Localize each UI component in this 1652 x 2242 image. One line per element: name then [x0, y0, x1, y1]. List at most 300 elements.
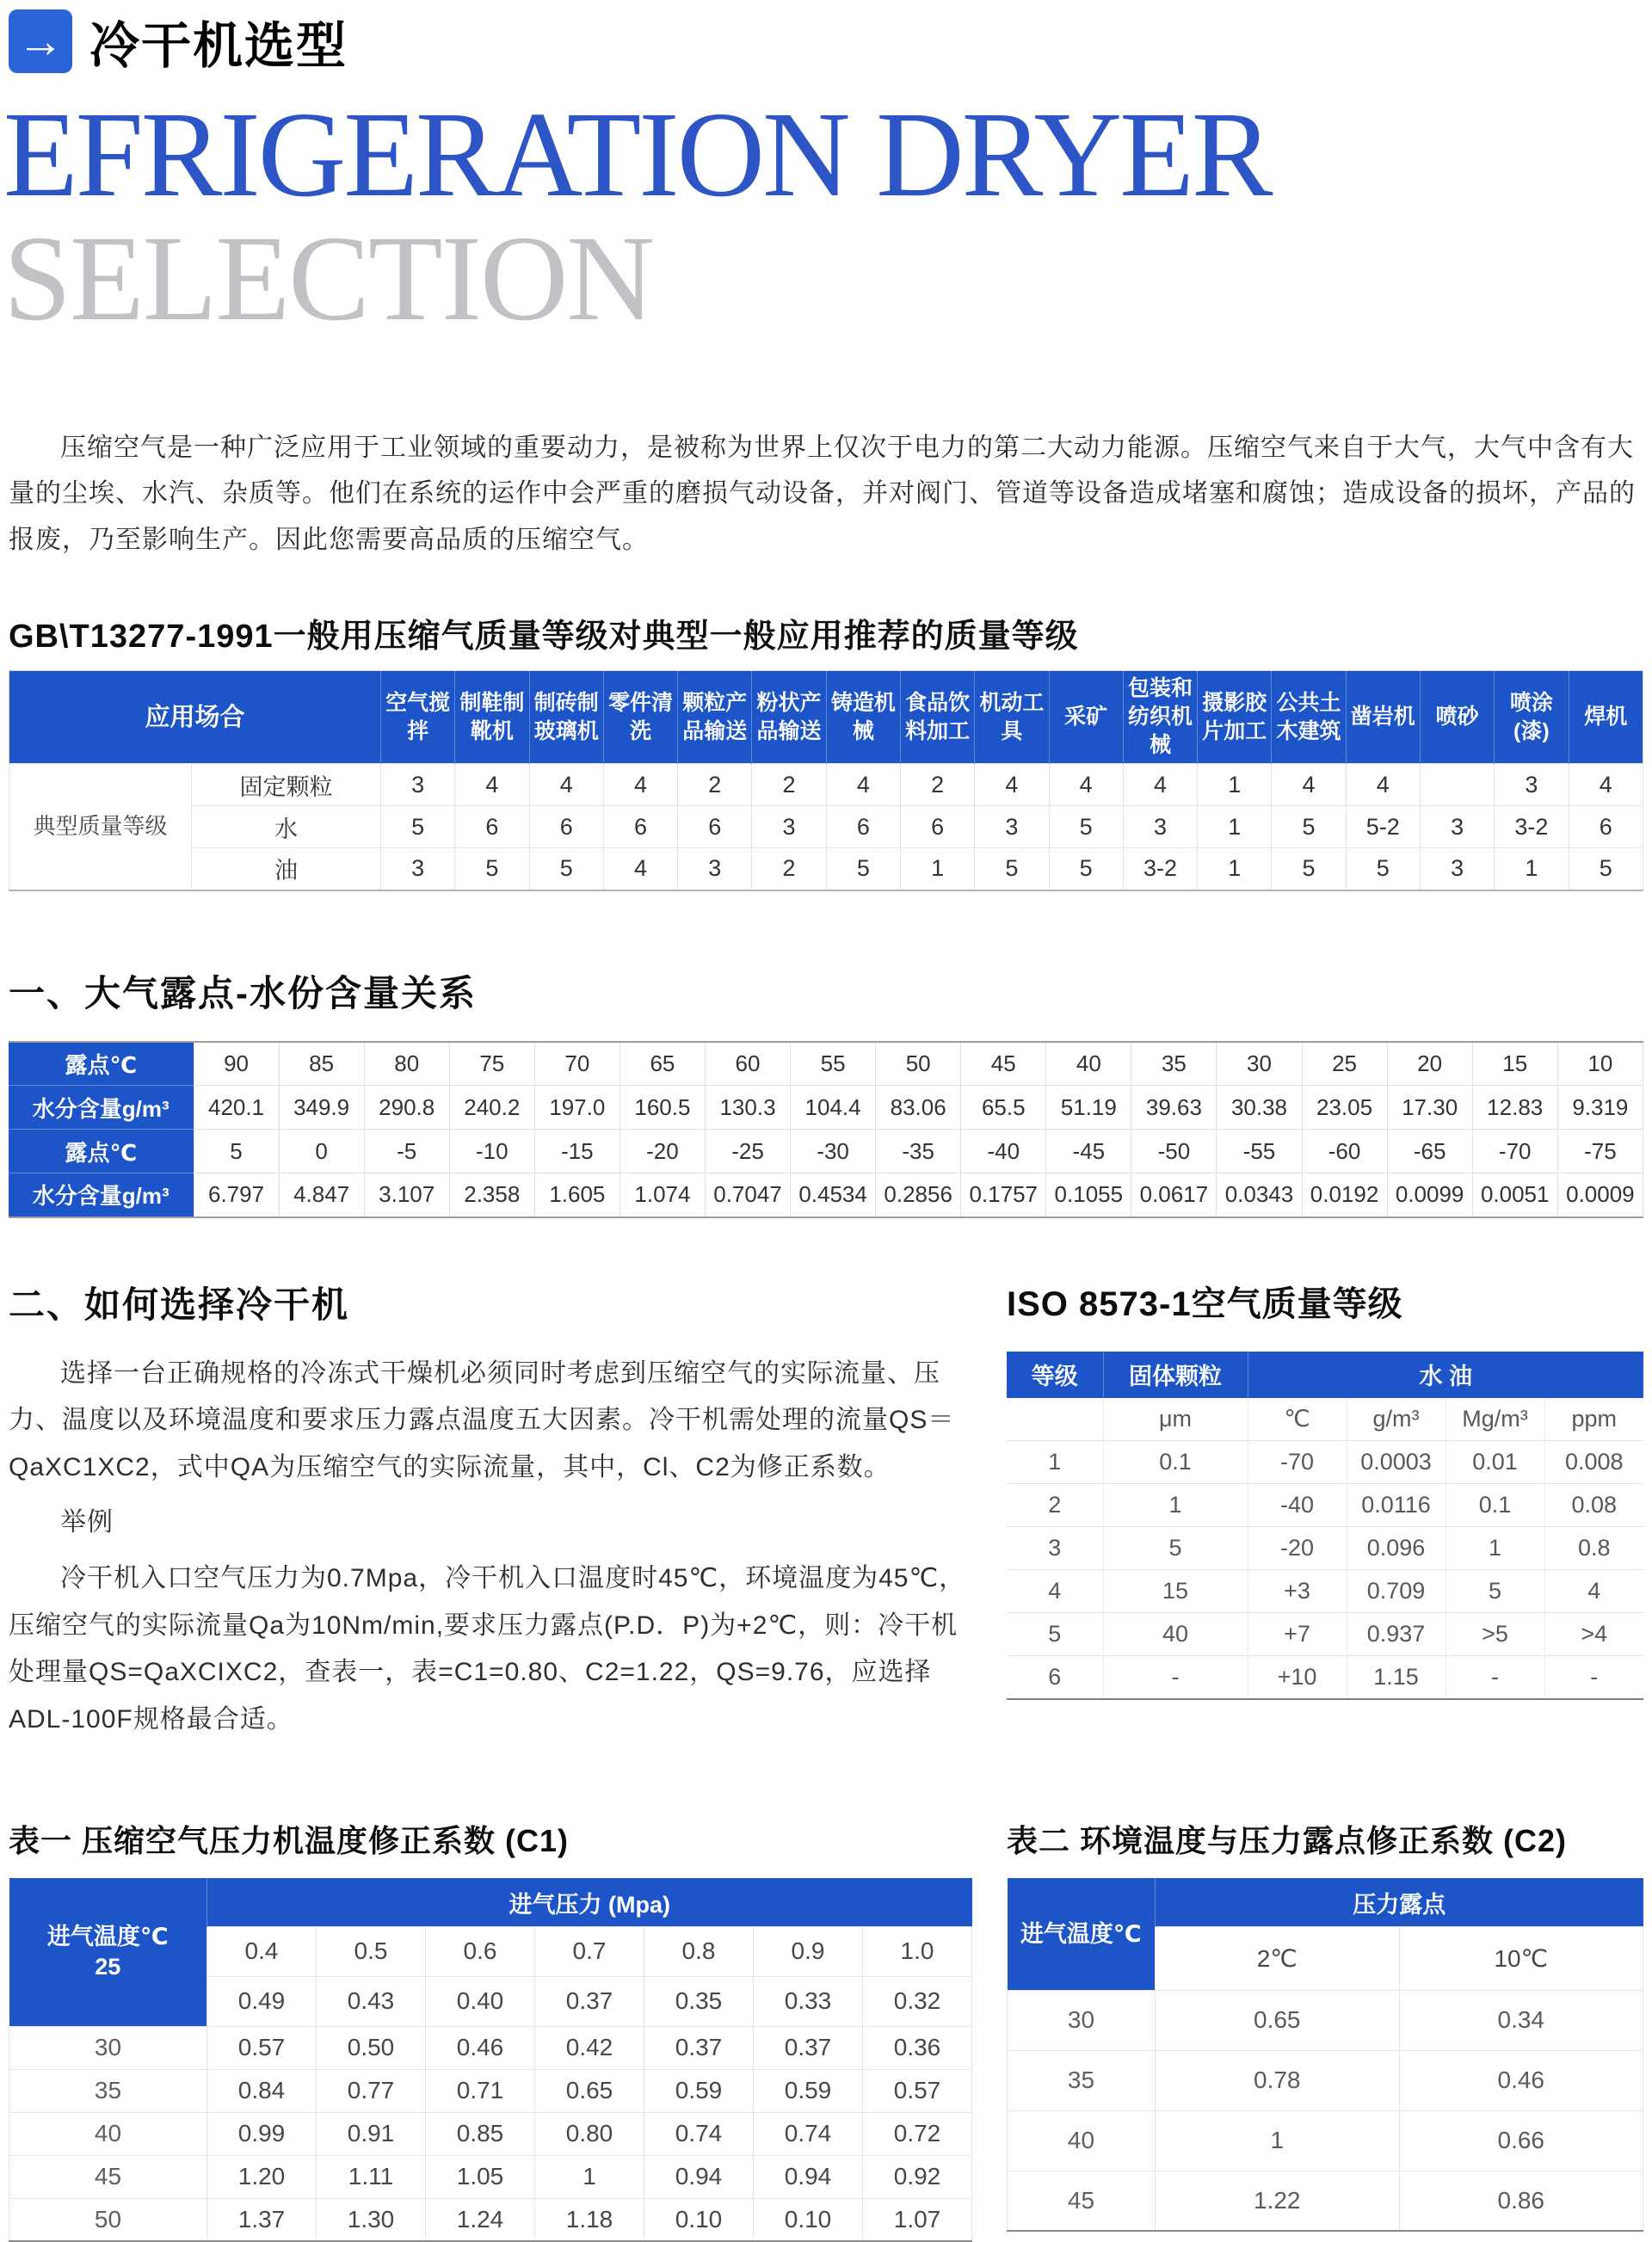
- column-header: 焊机: [1569, 671, 1643, 764]
- column-header: 制鞋制靴机: [455, 671, 529, 764]
- c1-data-row: [9, 2112, 972, 2155]
- table-cell: 0.1: [1103, 1441, 1248, 1484]
- pressure-header: 0.8: [644, 1926, 754, 1976]
- table-cell: 1.074: [620, 1173, 705, 1217]
- table-cell: 5: [1446, 1570, 1544, 1613]
- table-cell: 1: [1446, 1527, 1544, 1570]
- row-label: 水分含量g/m³: [9, 1086, 194, 1130]
- table-cell: 45: [961, 1042, 1046, 1086]
- column-header: 食品饮料加工: [900, 671, 974, 764]
- section2-paragraph: 选择一台正确规格的冷冻式干燥机必须同时考虑到压缩空气的实际流量、压力、温度以及环境温度和要求压力露点温度五大因素。冷干机需处理的流量QS＝QaXC1XC2，式中QA为压缩空气的实际流量，其中，Cl、C2为修正系数。: [9, 1358, 955, 1481]
- table-cell: 2.358: [449, 1173, 534, 1217]
- table-cell: 2: [678, 764, 752, 806]
- table-cell: 80: [364, 1042, 449, 1086]
- table-cell: [1420, 764, 1494, 806]
- table-cell: 5: [381, 806, 455, 848]
- table-cell: 0.66: [1399, 2110, 1643, 2171]
- table-cell: 9.319: [1557, 1086, 1643, 1130]
- c1-data-row: [9, 2198, 972, 2241]
- unit-header: ppm: [1544, 1398, 1643, 1441]
- table-cell: -60: [1302, 1130, 1387, 1173]
- table-cell: 6: [826, 806, 900, 848]
- c2-data-row: [1008, 2110, 1643, 2171]
- iso-data-row: [1007, 1527, 1643, 1570]
- table1-corner-label: 进气温度℃: [46, 1924, 169, 1950]
- table-cell: 0.42: [535, 2026, 644, 2069]
- column-header: 包装和纺织机械: [1123, 671, 1197, 764]
- table-cell: 3: [752, 806, 826, 848]
- iso-header-row: [1007, 1352, 1643, 1398]
- table-cell: 5: [826, 848, 900, 890]
- table-cell: 349.9: [279, 1086, 364, 1130]
- row-label: 固定颗粒: [192, 764, 381, 806]
- table-cell: 1.15: [1347, 1656, 1446, 1699]
- table-cell: 4: [603, 764, 677, 806]
- table-cell: -50: [1131, 1130, 1217, 1173]
- table-cell: 0.86: [1399, 2171, 1643, 2231]
- table-cell: 55: [791, 1042, 876, 1086]
- table-cell: -20: [620, 1130, 705, 1173]
- iso-units-row: [1007, 1398, 1643, 1441]
- row-label: 5: [1007, 1613, 1103, 1656]
- table-cell: 70: [534, 1042, 620, 1086]
- c1-data-row: [9, 2026, 972, 2069]
- table-cell: 1: [1198, 764, 1272, 806]
- table-cell: 0.91: [317, 2112, 426, 2155]
- table-cell: 0.10: [754, 2198, 863, 2241]
- table-cell: 4: [603, 848, 677, 890]
- table-cell: 0.2856: [876, 1173, 961, 1217]
- intro-paragraph: 压缩空气是一种广泛应用于工业领域的重要动力，是被称为世界上仅次于电力的第二大动力能源。压缩空气来自于大气，大气中含有大量的尘埃、水汽、杂质等。他们在系统的运作中会严重的磨损气动设备，并对阀门、管道等设备造成堵塞和腐蚀；造成设备的损坏，产品的报废，乃至影响生产。因此您需要高品质的压缩空气。: [9, 434, 1636, 554]
- table-cell: 3: [381, 848, 455, 890]
- table-cell: 5: [1049, 848, 1123, 890]
- table-cell: 0.71: [426, 2069, 535, 2112]
- table-cell: 0.709: [1347, 1570, 1446, 1613]
- row-label: 水: [192, 806, 381, 848]
- table-cell: -20: [1248, 1527, 1347, 1570]
- table-cell: 5-2: [1346, 806, 1420, 848]
- table-cell: 30.38: [1217, 1086, 1302, 1130]
- table-cell: 0.59: [644, 2069, 754, 2112]
- table-cell: 0.40: [426, 1976, 535, 2026]
- column-header: 喷涂(漆): [1495, 671, 1569, 764]
- table-cell: 0.32: [863, 1976, 972, 2026]
- table-cell: 30: [1217, 1042, 1302, 1086]
- table-cell: 0.01: [1446, 1441, 1544, 1484]
- table-cell: 4: [1544, 1570, 1643, 1613]
- column-header: 喷砂: [1420, 671, 1494, 764]
- pressure-header: 1.0: [863, 1926, 972, 1976]
- table-cell: 4: [1272, 764, 1346, 806]
- table-cell: >4: [1544, 1613, 1643, 1656]
- table-cell: 0.34: [1399, 1990, 1643, 2050]
- table-cell: 51.19: [1046, 1086, 1131, 1130]
- table2-corner-label: 进气温度℃: [1008, 1878, 1156, 1990]
- unit-header: ℃: [1248, 1398, 1347, 1441]
- table-cell: 0.937: [1347, 1613, 1446, 1656]
- table-cell: 0.72: [863, 2112, 972, 2155]
- table-cell: 15: [1103, 1570, 1248, 1613]
- table-cell: 0.0343: [1217, 1173, 1302, 1217]
- table-cell: 6: [678, 806, 752, 848]
- table-cell: 6: [529, 806, 603, 848]
- table-cell: 3.107: [364, 1173, 449, 1217]
- table-cell: 5: [1272, 848, 1346, 890]
- section2-example-paragraph: 冷干机入口空气压力为0.7Mpa，冷干机入口温度时45℃，环境温度为45℃，压缩空气的实际流量Qa为10Nm/min,要求压力露点(P.D．P)为+2℃，则：冷干机处理量QS=QaXCIXC2，查表一，表=C1=0.80、C2=1.22，QS=9.76，应选择ADL-100F规格最合适。: [9, 1564, 966, 1734]
- table-cell: 197.0: [534, 1086, 620, 1130]
- section2-column: [9, 1277, 972, 1744]
- table-cell: 0.80: [535, 2112, 644, 2155]
- table-cell: 0.65: [535, 2069, 644, 2112]
- table-cell: -35: [876, 1130, 961, 1173]
- table-cell: -: [1544, 1656, 1643, 1699]
- table-cell: 6: [900, 806, 974, 848]
- table-cell: 1.18: [535, 2198, 644, 2241]
- table-cell: 1: [535, 2155, 644, 2198]
- table-cell: 0.4534: [791, 1173, 876, 1217]
- column-header: 空气搅拌: [381, 671, 455, 764]
- section2-heading: 二、如何选择冷干机: [9, 1284, 350, 1325]
- table-cell: 1.30: [317, 2198, 426, 2241]
- table-cell: -25: [705, 1130, 790, 1173]
- row-group-label: 典型质量等级: [9, 764, 192, 890]
- c1-correction-table: [9, 1878, 972, 2242]
- table-cell: 6: [1569, 806, 1643, 848]
- c2-data-row: [1008, 2050, 1643, 2110]
- table-cell: 1: [1156, 2110, 1400, 2171]
- gb-data-row: [9, 806, 1643, 848]
- iso-column: [1007, 1277, 1643, 1700]
- row-label: 露点℃: [9, 1042, 194, 1086]
- table-cell: -30: [791, 1130, 876, 1173]
- gb-data-row: [9, 764, 1643, 806]
- column-header: 凿岩机: [1346, 671, 1420, 764]
- row-label: 4: [1007, 1570, 1103, 1613]
- table-cell: 40: [1046, 1042, 1131, 1086]
- table-cell: 4: [1346, 764, 1420, 806]
- table-cell: 0.78: [1156, 2050, 1400, 2110]
- dewpoint-header: 2℃: [1156, 1926, 1400, 1990]
- table2-heading: 表二 环境温度与压力露点修正系数 (C2): [1007, 1823, 1568, 1859]
- row-label: 露点℃: [9, 1130, 194, 1173]
- pressure-header: 0.6: [426, 1926, 535, 1976]
- dew-row: [9, 1086, 1643, 1130]
- table2-column: [1007, 1817, 1643, 2232]
- table1-band-label: 进气压力 (Mpa): [207, 1878, 972, 1926]
- table2-band-row: [1008, 1878, 1643, 1926]
- row-label: 水分含量g/m³: [9, 1173, 194, 1217]
- table-cell: 0.37: [535, 1976, 644, 2026]
- table-cell: -55: [1217, 1130, 1302, 1173]
- table-cell: 6: [603, 806, 677, 848]
- row-label: 40: [1008, 2110, 1156, 2171]
- table-cell: 0.7047: [705, 1173, 790, 1217]
- table-cell: 4: [1049, 764, 1123, 806]
- table-cell: 3: [1420, 848, 1494, 890]
- iso-table-heading: ISO 8573-1空气质量等级: [1007, 1284, 1403, 1323]
- table-cell: 5: [194, 1130, 279, 1173]
- row-label: 油: [192, 848, 381, 890]
- table-cell: 5: [1049, 806, 1123, 848]
- table-cell: 0.57: [863, 2069, 972, 2112]
- table-cell: 290.8: [364, 1086, 449, 1130]
- column-header: 颗粒产品输送: [678, 671, 752, 764]
- column-header: 粉状产品输送: [752, 671, 826, 764]
- table-cell: 3-2: [1123, 848, 1197, 890]
- table-cell: 0.35: [644, 1976, 754, 2026]
- table-cell: 50: [876, 1042, 961, 1086]
- table-cell: 160.5: [620, 1086, 705, 1130]
- table1-heading: 表一 压缩空气压力机温度修正系数 (C1): [9, 1823, 570, 1859]
- table-cell: 0.57: [207, 2026, 317, 2069]
- iso-col-water-oil: 水 油: [1248, 1352, 1643, 1398]
- page-title-cn: 冷干机选型: [89, 18, 348, 74]
- page-title-en: EFRIGERATION DRYER: [3, 86, 1271, 222]
- table-cell: 1: [1103, 1484, 1248, 1527]
- table-cell: -75: [1557, 1130, 1643, 1173]
- pressure-header: 0.4: [207, 1926, 317, 1976]
- table-cell: 0.33: [754, 1976, 863, 2026]
- table-cell: -40: [961, 1130, 1046, 1173]
- table-cell: 15: [1472, 1042, 1557, 1086]
- table-cell: +10: [1248, 1656, 1347, 1699]
- column-header: 制砖制玻璃机: [529, 671, 603, 764]
- table-cell: 0.77: [317, 2069, 426, 2112]
- gb-header-row: [9, 671, 1643, 764]
- table-cell: -65: [1387, 1130, 1472, 1173]
- table-cell: 23.05: [1302, 1086, 1387, 1130]
- gb-data-row: [9, 848, 1643, 890]
- table-cell: 0.59: [754, 2069, 863, 2112]
- table-cell: 5: [975, 848, 1049, 890]
- c1-data-row: [9, 2069, 972, 2112]
- row-label: 30: [1008, 1990, 1156, 2050]
- table-cell: 40: [1103, 1613, 1248, 1656]
- table-cell: 0.1757: [961, 1173, 1046, 1217]
- table-cell: 1.05: [426, 2155, 535, 2198]
- table-cell: 3: [1123, 806, 1197, 848]
- table-cell: 10: [1557, 1042, 1643, 1086]
- table-cell: 25: [1302, 1042, 1387, 1086]
- table-cell: 0.0003: [1347, 1441, 1446, 1484]
- table-cell: 0.50: [317, 2026, 426, 2069]
- table-cell: 0.85: [426, 2112, 535, 2155]
- table-cell: 0.10: [644, 2198, 754, 2241]
- table-cell: 1: [1495, 848, 1569, 890]
- table-cell: 0.0099: [1387, 1173, 1472, 1217]
- table-cell: 12.83: [1472, 1086, 1557, 1130]
- column-header: 公共土木建筑: [1272, 671, 1346, 764]
- table-cell: 1: [1198, 848, 1272, 890]
- table-cell: 39.63: [1131, 1086, 1217, 1130]
- brand-header: [9, 0, 1643, 76]
- row-label: 40: [9, 2112, 207, 2155]
- table-cell: 2: [752, 764, 826, 806]
- table-cell: 4: [455, 764, 529, 806]
- table-cell: 0: [279, 1130, 364, 1173]
- unit-header: g/m³: [1347, 1398, 1446, 1441]
- dewpoint-table: [9, 1041, 1643, 1218]
- table-cell: 5: [1103, 1527, 1248, 1570]
- table-cell: 1: [1198, 806, 1272, 848]
- table-cell: 20: [1387, 1042, 1472, 1086]
- table-cell: 0.94: [754, 2155, 863, 2198]
- table-cell: 75: [449, 1042, 534, 1086]
- table-cell: 0.94: [644, 2155, 754, 2198]
- dewpoint-header: 10℃: [1399, 1926, 1643, 1990]
- table-cell: 0.1: [1446, 1484, 1544, 1527]
- table-cell: 0.1055: [1046, 1173, 1131, 1217]
- column-header: 摄影胶片加工: [1198, 671, 1272, 764]
- column-header: 零件清洗: [603, 671, 677, 764]
- row-label: 50: [9, 2198, 207, 2241]
- table-cell: 0.92: [863, 2155, 972, 2198]
- row-label: 45: [1008, 2171, 1156, 2231]
- table-cell: 0.0009: [1557, 1173, 1643, 1217]
- page-title-en-line2: SELECTION: [3, 210, 654, 346]
- table-cell: 5: [1569, 848, 1643, 890]
- pressure-header: 0.5: [317, 1926, 426, 1976]
- iso-col-solid: 固体颗粒: [1103, 1352, 1248, 1398]
- table-cell: -40: [1248, 1484, 1347, 1527]
- table-cell: 104.4: [791, 1086, 876, 1130]
- table2-band-label: 压力露点: [1156, 1878, 1643, 1926]
- table-cell: 0.36: [863, 2026, 972, 2069]
- table1-band-row: [9, 1878, 972, 1926]
- table-cell: 0.37: [754, 2026, 863, 2069]
- table1-column: [9, 1817, 972, 2242]
- table-cell: 0.8: [1544, 1527, 1643, 1570]
- table-cell: 65: [620, 1042, 705, 1086]
- row-label: 6: [1007, 1656, 1103, 1699]
- table1-corner-value: 25: [95, 1954, 121, 1980]
- iso-col-grade: 等级: [1007, 1352, 1103, 1398]
- table-cell: 0.49: [207, 1976, 317, 2026]
- iso-data-row: [1007, 1570, 1643, 1613]
- table-cell: 0.008: [1544, 1441, 1643, 1484]
- dew-row: [9, 1130, 1643, 1173]
- table-cell: 0.74: [754, 2112, 863, 2155]
- table-cell: -10: [449, 1130, 534, 1173]
- table-cell: +3: [1248, 1570, 1347, 1613]
- table-cell: 4: [529, 764, 603, 806]
- table-cell: 0.74: [644, 2112, 754, 2155]
- row-label: 45: [9, 2155, 207, 2198]
- table-cell: 0.0116: [1347, 1484, 1446, 1527]
- table-cell: 1.07: [863, 2198, 972, 2241]
- table-cell: 3: [1420, 806, 1494, 848]
- table-cell: 2: [752, 848, 826, 890]
- iso-data-row: [1007, 1441, 1643, 1484]
- table-cell: 240.2: [449, 1086, 534, 1130]
- table-cell: 0.43: [317, 1976, 426, 2026]
- table-cell: -15: [534, 1130, 620, 1173]
- table-cell: 5: [455, 848, 529, 890]
- c2-data-row: [1008, 1990, 1643, 2050]
- table-cell: 1: [900, 848, 974, 890]
- table-cell: 1.11: [317, 2155, 426, 2198]
- table-cell: 6.797: [194, 1173, 279, 1217]
- iso-data-row: [1007, 1656, 1643, 1699]
- table-cell: -: [1103, 1656, 1248, 1699]
- table-cell: 1.20: [207, 2155, 317, 2198]
- table-cell: 0.08: [1544, 1484, 1643, 1527]
- iso-data-row: [1007, 1613, 1643, 1656]
- column-header: 采矿: [1049, 671, 1123, 764]
- table-cell: 5: [529, 848, 603, 890]
- column-header: 机动工具: [975, 671, 1049, 764]
- table-cell: 6: [455, 806, 529, 848]
- table-cell: 420.1: [194, 1086, 279, 1130]
- row-label: 3: [1007, 1527, 1103, 1570]
- table-cell: 85: [279, 1042, 364, 1086]
- table-cell: 4: [826, 764, 900, 806]
- table-cell: -: [1446, 1656, 1544, 1699]
- table-cell: +7: [1248, 1613, 1347, 1656]
- table-cell: 1.22: [1156, 2171, 1400, 2231]
- table-cell: 0.096: [1347, 1527, 1446, 1570]
- table-cell: 1.37: [207, 2198, 317, 2241]
- iso-quality-table: [1007, 1352, 1643, 1700]
- table-cell: 90: [194, 1042, 279, 1086]
- table-cell: 3: [975, 806, 1049, 848]
- dew-row: [9, 1042, 1643, 1086]
- gb-quality-table: [9, 670, 1643, 891]
- gb-corner-label: 应用场合: [9, 671, 381, 764]
- table-cell: 60: [705, 1042, 790, 1086]
- table-cell: 5: [1272, 806, 1346, 848]
- table-cell: 0.46: [426, 2026, 535, 2069]
- row-label: 2: [1007, 1484, 1103, 1527]
- table-cell: 0.37: [644, 2026, 754, 2069]
- table-cell: 0.99: [207, 2112, 317, 2155]
- section2-example-label: 举例: [60, 1508, 114, 1537]
- table1-corner: [9, 1878, 207, 2026]
- table-cell: 4: [975, 764, 1049, 806]
- table-cell: 0.0192: [1302, 1173, 1387, 1217]
- c2-data-row: [1008, 2171, 1643, 2231]
- row-label: 35: [9, 2069, 207, 2112]
- table-cell: 83.06: [876, 1086, 961, 1130]
- column-header: 铸造机械: [826, 671, 900, 764]
- table-cell: 4: [1123, 764, 1197, 806]
- table-cell: 3: [381, 764, 455, 806]
- row-label: 30: [9, 2026, 207, 2069]
- gb-table-heading: GB\T13277-1991一般用压缩气质量等级对典型一般应用推荐的质量等级: [9, 619, 1079, 656]
- pressure-header: 0.7: [535, 1926, 644, 1976]
- row-label: 1: [1007, 1441, 1103, 1484]
- table-cell: -45: [1046, 1130, 1131, 1173]
- table-cell: 1.605: [534, 1173, 620, 1217]
- table-cell: 0.0617: [1131, 1173, 1217, 1217]
- unit-header: Mg/m³: [1446, 1398, 1544, 1441]
- unit-header: μm: [1103, 1398, 1248, 1441]
- table-cell: 4.847: [279, 1173, 364, 1217]
- table-cell: -70: [1472, 1130, 1557, 1173]
- c2-correction-table: [1007, 1878, 1643, 2232]
- section1-heading: 一、大气露点-水份含量关系: [9, 972, 477, 1013]
- pressure-header: 0.9: [754, 1926, 863, 1976]
- table-cell: 2: [900, 764, 974, 806]
- table-cell: 0.84: [207, 2069, 317, 2112]
- c1-data-row: [9, 2155, 972, 2198]
- table-cell: 3: [1495, 764, 1569, 806]
- table-cell: 0.0051: [1472, 1173, 1557, 1217]
- table-cell: >5: [1446, 1613, 1544, 1656]
- table-cell: 0.65: [1156, 1990, 1400, 2050]
- table-cell: 3-2: [1495, 806, 1569, 848]
- empty-cell: [1007, 1398, 1103, 1441]
